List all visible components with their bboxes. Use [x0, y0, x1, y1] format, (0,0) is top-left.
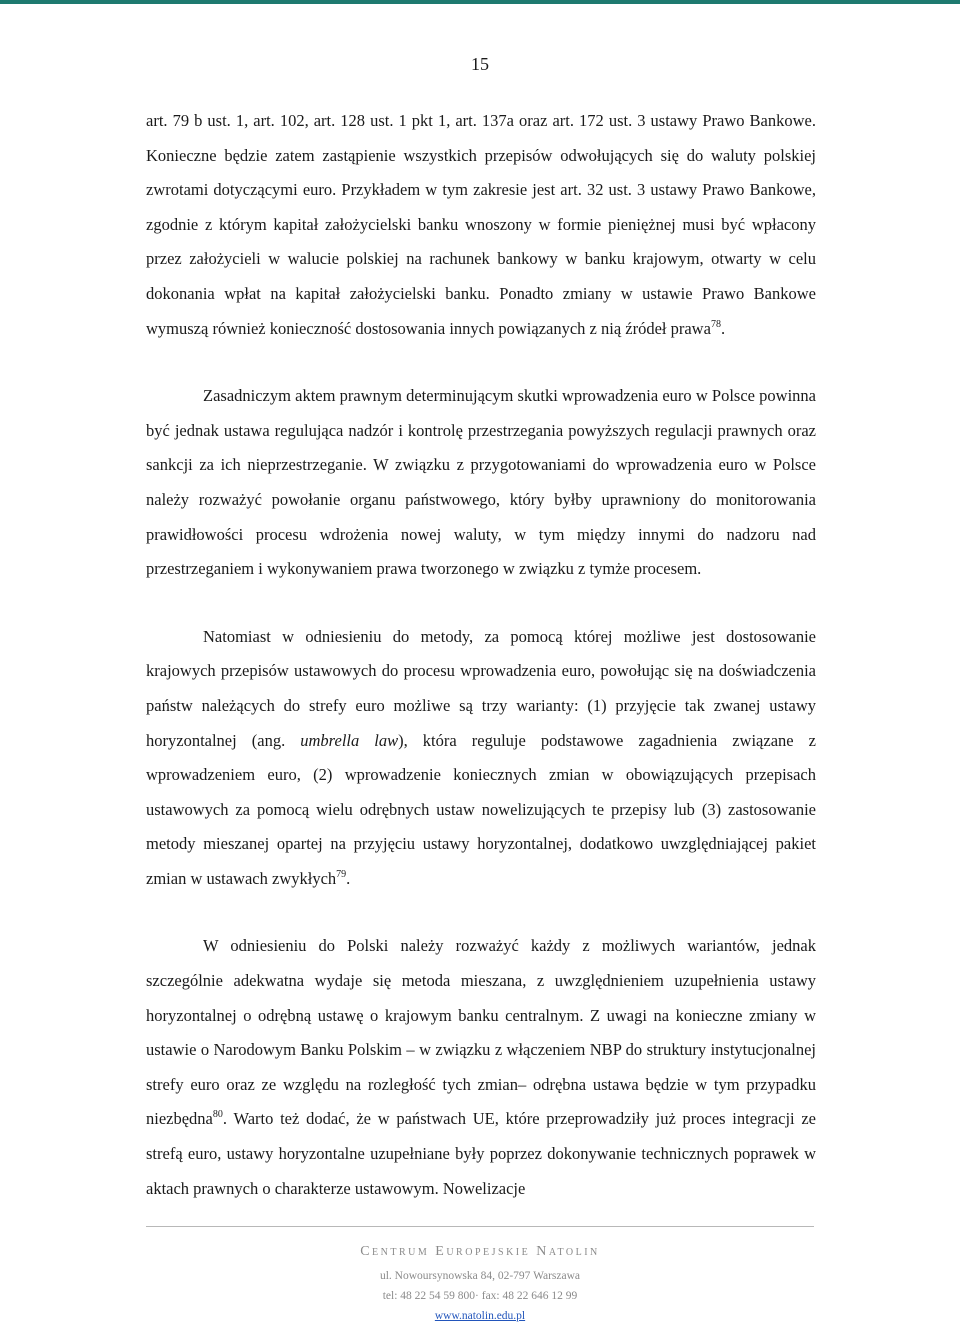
top-accent-bar [0, 0, 960, 4]
document-body [146, 104, 816, 1239]
footnote-ref: 78 [710, 318, 721, 330]
paragraph-text: . [720, 318, 726, 338]
paragraph-text: W odniesieniu do Polski należy rozważyć każdy z możliwych wariantów, jednak szczególnie adekwatna wydaje się metoda mieszana, z uwzględnieniem uzupełnienia ustawy horyzontalnej o odrębną ustawę o krajowym banku centralnym. Z uwagi na konieczne zmiany w ustawie o Narodowym Banku Polskim – w związku z włączeniem NBP do struktury instytucjonalnej strefy euro oraz ze względu na rozległość tych zmian– odrębna ustawa będzie w tym przypadku niezbędna [146, 936, 816, 1129]
footnote-ref: 79 [336, 868, 347, 880]
italic-term: umbrella law [300, 730, 399, 750]
footer-institution-name: Centrum Europejskie Natolin [360, 1244, 600, 1259]
paragraph [146, 929, 816, 1206]
paragraph-text: . [346, 868, 351, 888]
paragraph-text: Natomiast w odniesieniu do metody, za pomocą której możliwe jest dostosowanie krajowych przepisów ustawowych do procesu wprowadzenia euro, powołując się na doświadczenia państw należących do strefy euro możliwe są trzy warianty: (1) przyjęcie tak zwanej ustawy horyzontalnej (ang. [146, 626, 816, 750]
paragraph-text: art. 79 b ust. 1, art. 102, art. 128 ust. 1 pkt 1, art. 137a oraz art. 172 ust. 3 ustawy Prawo Bankowe. Konieczne będzie zatem zastąpienie wszystkich przepisów odwołujących się do waluty polskiej zwrotami dotyczącymi euro. Przykładem w tym zakresie jest art. 32 ust. 3 ustawy Prawo Bankowe, zgodnie z którym kapitał założycielski banku wnoszony w formie pieniężnej musi być wpłacony przez założycieli w walucie polskiej na rachunek bankowy w banku krajowym, otwarty w celu dokonania wpłat na kapitał założycielski banku. Ponadto zmiany w ustawie Prawo Bankowe wymuszą również konieczność dostosowania innych powiązanych z nią źródeł prawa [146, 111, 816, 338]
footer-address: ul. Nowoursynowska 84, 02-797 Warszawa [379, 1270, 581, 1282]
paragraph [146, 104, 816, 346]
footer-website-link[interactable]: www.natolin.edu.pl [434, 1310, 526, 1322]
paragraph-text: . Warto też dodać, że w państwach UE, które przeprowadziły już proces integracji ze strefą euro, ustawy horyzontalne uzupełniane były poprzez dokonywanie technicznych poprawek w aktach prawnych o charakterze ustawowym. Nowelizacje [146, 1109, 816, 1198]
footnote-ref: 80 [212, 1109, 223, 1121]
page-footer [0, 1244, 960, 1326]
paragraph-text: ), która reguluje podstawowe zagadnienia związane z wprowadzeniem euro, (2) wprowadzenie koniecznych zmian w obowiązujących przepisach ustawowych za pomocą wielu odrębnych ustaw nowelizujących te przepisy lub (3) zastosowanie metody mieszanej opartej na przyjęciu ustawy horyzontalnej, dodatkowo uwzględniającej pakiet zmian w ustawach zwykłych [146, 730, 816, 888]
paragraph [146, 379, 816, 587]
footer-phone: tel: 48 22 54 59 800· fax: 48 22 646 12 99 [382, 1290, 578, 1302]
paragraph-text: Zasadniczym aktem prawnym determinującym skutki wprowadzenia euro w Polsce powinna być jednak ustawa regulująca nadzór i kontrolę przestrzegania powyższych regulacji prawnych oraz sankcji za ich nieprzestrzeganie. W związku z przygotowaniami do wprowadzenia euro w Polsce należy rozważyć powołanie organu państwowego, który byłby uprawniony do monitorowania prawidłowości procesu wdrożenia nowej waluty, w tym między innymi do nadzoru nad przestrzeganiem i wykonywaniem prawa tworzonego w związku z tymże procesem. [146, 386, 816, 579]
footer-divider [146, 1226, 814, 1227]
page-number: 15 [471, 54, 489, 74]
paragraph [146, 620, 816, 897]
